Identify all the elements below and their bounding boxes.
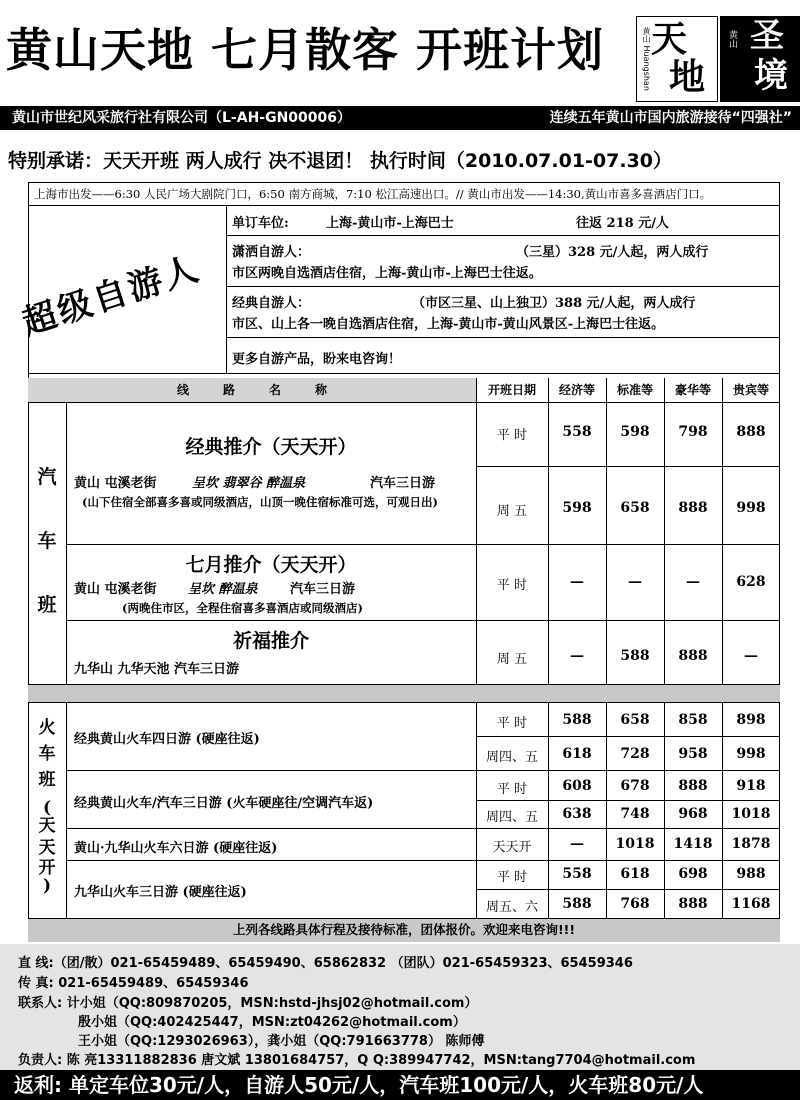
train2-d1-standard: 678 (620, 778, 650, 794)
bus-route1-places: 黄山 屯溪老街 (74, 476, 157, 491)
train2-d2-economy: 638 (562, 806, 592, 822)
train3-economy: — (570, 836, 584, 852)
header (0, 0, 800, 110)
train4-d1-standard: 618 (620, 866, 650, 882)
train3-luxury: 1418 (673, 836, 713, 852)
bus-route2-vip: 628 (736, 574, 766, 590)
jd-price: （市区三星、山上独卫）388 元/人起，两人成行 (412, 296, 696, 311)
bus-route1-title: 经典推介（天天开） (185, 436, 357, 458)
train-label-4: ( (42, 798, 52, 818)
train1-d2-luxury: 958 (678, 746, 708, 762)
bus-route3-line: 九华山 九华天池 汽车三日游 (74, 662, 240, 677)
train2-name: 经典黄山火车/汽车三日游 (火车硬座往/空调汽车返) (74, 796, 374, 811)
phone-line: 直 线:（团/散）021-65459489、65459490、65862832 （团队）021-65459323、65459346 (18, 956, 633, 971)
bus-route1-d1-standard: 598 (620, 424, 650, 440)
more-products: 更多自游产品，盼来电咨询！ (232, 352, 402, 367)
bus-route1-d1-luxury: 798 (678, 424, 708, 440)
company-honor: 连续五年黄山市国内旅游接待“四强社” (549, 110, 792, 126)
bus-route2-standard: — (628, 574, 642, 590)
train4-d2-vip: 1168 (731, 896, 771, 912)
train-label-3: 班 (38, 770, 56, 790)
date-header: 开班日期 (487, 383, 536, 397)
logo2-char-1: 圣 (750, 16, 784, 56)
train2-day1: 平 时 (496, 782, 528, 797)
vip-header: 贵宾等 (732, 383, 769, 397)
bus-route3-day: 周 五 (496, 652, 528, 667)
bus-route3-title: 祈福推介 (232, 630, 309, 652)
train-label-5: 天 (38, 816, 56, 836)
bus-route1-d1-vip: 888 (736, 424, 766, 440)
train3-vip: 1878 (731, 836, 771, 852)
train-label-2: 车 (38, 744, 56, 764)
bus-label-3: 班 (37, 594, 57, 616)
train2-d1-luxury: 888 (678, 778, 708, 794)
luxury-header: 豪华等 (674, 383, 711, 397)
logo2-small-text: 黄山 (727, 30, 737, 48)
bus-route1-d2-standard: 658 (620, 500, 650, 516)
bus-route2-day: 平 时 (496, 578, 528, 593)
bus-route1-day2: 周 五 (496, 504, 528, 519)
jd-title: 经典自游人： (232, 296, 311, 311)
super-free-traveler-stamp: 超级自游人 (17, 248, 206, 344)
train3-day: 天天开 (492, 840, 532, 855)
bus-route1-type: 汽车三日游 (370, 476, 436, 491)
route-name-header: 线路名称 (28, 378, 476, 402)
train2-d1-vip: 918 (736, 778, 766, 794)
train4-d1-luxury: 698 (678, 866, 708, 882)
train-label-1: 火 (38, 718, 56, 738)
train2-d2-luxury: 968 (678, 806, 708, 822)
xs-desc: 市区两晚自选酒店住宿，上海-黄山市-上海巴士往返。 (232, 266, 542, 281)
company-name: 黄山市世纪风采旅行社有限公司（L-AH-GN00006） (12, 110, 352, 126)
bus-route2-economy: — (570, 574, 584, 590)
train1-name: 经典黄山火车四日游 (硬座往返) (74, 732, 260, 747)
train1-d1-luxury: 858 (678, 712, 708, 728)
train2-d1-economy: 608 (562, 778, 592, 794)
train1-d2-standard: 728 (620, 746, 650, 762)
contact-section (0, 944, 800, 1072)
manager-line: 负责人: 陈 亮13311882836 唐文斌 13801684757，Q Q:389947742，MSN:tang7704@hotmail.com (18, 1053, 696, 1068)
footer-note: 上列各线路具体行程及接待标准，团体报价。欢迎来电咨询!!! (28, 918, 780, 942)
ticket-label: 单订车位: (232, 216, 289, 231)
train4-name: 九华山火车三日游 (硬座往返) (74, 885, 247, 900)
train4-d2-economy: 588 (562, 896, 592, 912)
jd-desc: 市区、山上各一晚自选酒店住宿，上海-黄山市-黄山风景区-上海巴士往返。 (232, 317, 665, 332)
bus-route2-luxury: — (686, 574, 700, 590)
logo2-char-2: 境 (754, 56, 788, 96)
bus-route1-d2-vip: 998 (736, 500, 766, 516)
ticket-price: 往返 218 元/人 (576, 216, 669, 231)
contact-person-1: 联系人: 计小姐（QQ:809870205，MSN:hstd-jhsj02@hotmail.com） (18, 996, 478, 1011)
bus-route3-vip: — (744, 648, 758, 664)
train4-d1-vip: 988 (736, 866, 766, 882)
bus-route2-places: 黄山 屯溪老街 (74, 582, 157, 597)
logo-small-text: 黄山 Huangshan (642, 27, 651, 91)
logo-char-2: 地 (669, 56, 706, 98)
page-title: 黄山天地 七月散客 开班计划 (6, 23, 605, 77)
section-separator (28, 684, 780, 702)
bus-label-2: 车 (37, 530, 57, 552)
train4-d1-economy: 558 (562, 866, 592, 882)
bus-route3-standard: 588 (620, 648, 650, 664)
departure-info: 上海市出发——6:30 人民广场大剧院门口，6:50 南方商城，7:10 松江高速出口。// 黄山市出发——14:30,黄山市喜多喜酒店门口。 (34, 187, 712, 201)
train2-d2-standard: 748 (620, 806, 650, 822)
bus-route1-d2-luxury: 888 (678, 500, 708, 516)
company-bar (0, 106, 800, 130)
train1-day2: 周四、五 (485, 750, 538, 765)
bus-route3-economy: — (570, 648, 584, 664)
bus-route1-note: (山下住宿全部喜多喜或同级酒店，山顶一晚住宿标准可选，可观日出) (82, 495, 438, 509)
xs-price: （三星）328 元/人起，两人成行 (516, 245, 709, 260)
ticket-route: 上海-黄山市-上海巴士 (326, 216, 454, 231)
train4-day1: 平 时 (496, 870, 528, 885)
special-promise: 特别承诺：天天开班 两人成行 决不退团！ 执行时间（2010.07.01-07.30） (8, 150, 673, 172)
rebate-bar: 返利: 单定车位30元/人，自游人50元/人，汽车班100元/人，火车班80元/人 (0, 1070, 800, 1100)
train1-day1: 平 时 (496, 716, 528, 731)
bus-route2-spots: 呈坎 醉温泉 (188, 582, 258, 597)
train1-d1-vip: 898 (736, 712, 766, 728)
train2-d2-vip: 1018 (731, 806, 771, 822)
bus-route3-luxury: 888 (678, 648, 708, 664)
contact-person-3: 王小姐（QQ:1293026963），龚小姐（QQ:791663778） 陈师傅 (78, 1034, 485, 1049)
tiandi-logo (636, 16, 718, 102)
logo-char-1: 天 (651, 18, 688, 60)
bus-route2-type: 汽车三日游 (290, 582, 356, 597)
bus-route2-title: 七月推介（天天开） (185, 554, 357, 576)
train-label-7: 开 (38, 858, 56, 878)
train1-d2-vip: 998 (736, 746, 766, 762)
train2-day2: 周四、五 (485, 810, 538, 825)
train1-d2-economy: 618 (562, 746, 592, 762)
economy-header: 经济等 (558, 383, 595, 397)
train1-d1-economy: 588 (562, 712, 592, 728)
bus-route2-note: (两晚住市区，全程住宿喜多喜酒店或同级酒店) (122, 601, 363, 615)
train4-day2: 周五、六 (485, 900, 538, 915)
train1-d1-standard: 658 (620, 712, 650, 728)
fax-line: 传 真: 021-65459489、65459346 (18, 976, 249, 991)
train3-standard: 1018 (615, 836, 655, 852)
contact-person-2: 殷小姐（QQ:402425447，MSN:zt04262@hotmail.com） (78, 1015, 466, 1030)
shengjing-logo (720, 16, 800, 102)
train3-name: 黄山·九华山火车六日游 (硬座往返) (74, 841, 278, 856)
train4-d2-luxury: 888 (678, 896, 708, 912)
bus-label-1: 汽 (37, 466, 57, 488)
bus-route1-spots: 呈坎 翡翠谷 醉温泉 (192, 476, 306, 491)
bus-route1-day1: 平 时 (496, 428, 528, 443)
xs-title: 潇洒自游人： (232, 245, 311, 260)
standard-header: 标准等 (616, 383, 653, 397)
bus-route1-d2-economy: 598 (562, 500, 592, 516)
train-label-8: ) (42, 876, 52, 896)
train4-d2-standard: 768 (620, 896, 650, 912)
bus-route1-d1-economy: 558 (562, 424, 592, 440)
train-label-6: 天 (38, 838, 56, 858)
